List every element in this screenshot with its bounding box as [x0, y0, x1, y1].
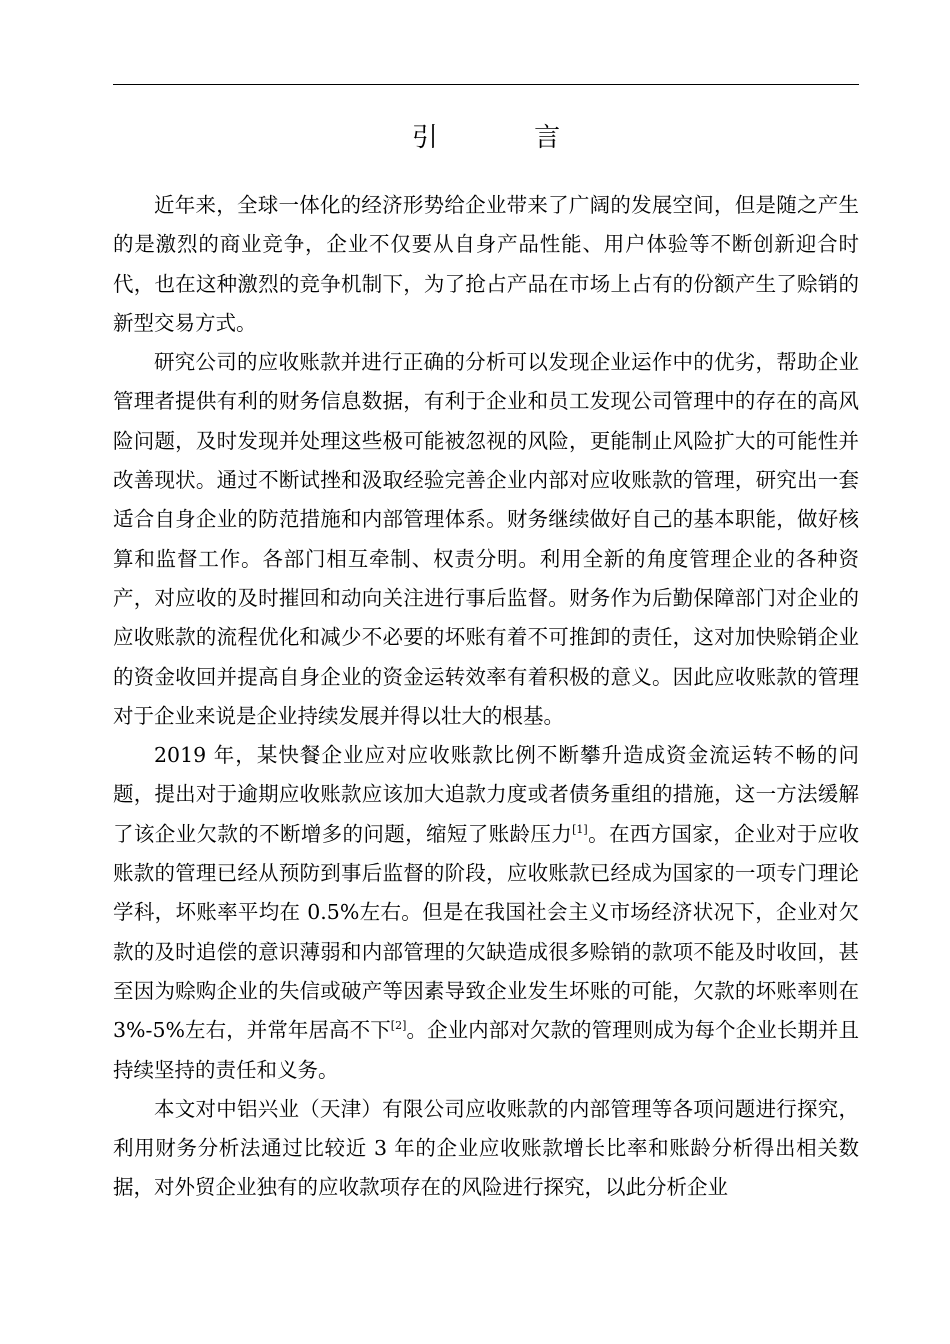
- paragraph-3: [113, 736, 859, 1090]
- header-rule: [113, 84, 859, 85]
- paragraph-3-text-2: 。在西方国家，企业对于应收账款的管理已经从预防到事后监督的阶段，应收账款已经成为国家的一项专门理论学科，坏账率平均在 0.5%左右。但是在我国社会主义市场经济状况下，企业对欠款的及时追偿的意识薄弱和内部管理的欠缺造成很多赊销的款项不能及时收回，甚至因为赊购企业的失信或破产等因素导致企业发生坏账的可能，欠款的坏账率则在 3%-5%左右，并常年居高不下: [113, 821, 860, 1043]
- paragraph-4: 本文对中铝兴业（天津）有限公司应收账款的内部管理等各项问题进行探究，利用财务分析法通过比较近 3 年的企业应收账款增长比率和账龄分析得出相关数据，对外贸企业独有的应收款项存在的风险进行探究，以此分析企业: [113, 1096, 859, 1200]
- paragraph-2: 研究公司的应收账款并进行正确的分析可以发现企业运作中的优劣，帮助企业管理者提供有利的财务信息数据，有利于企业和员工发现公司管理中的存在的高风险问题，及时发现并处理这些极可能被忽视的风险，更能制止风险扩大的可能性并改善现状。通过不断试挫和汲取经验完善企业内部对应收账款的管理，研究出一套适合自身企业的防范措施和内部管理体系。财务继续做好自己的基本职能，做好核算和监督工作。各部门相互牵制、权责分明。利用全新的角度管理企业的各种资产，对应收的及时摧回和动向关注进行事后监督。财务作为后勤保障部门对企业的应收账款的流程优化和减少不必要的坏账有着不可推卸的责任，这对加快赊销企业的资金收回并提高自身企业的资金运转效率有着积极的意义。因此应收账款的管理对于企业来说是企业持续发展并得以壮大的根基。: [113, 350, 859, 728]
- citation-1: [1]: [572, 822, 588, 836]
- paragraph-1: 近年来，全球一体化的经济形势给企业带来了广阔的发展空间，但是随之产生的是激烈的商业竞争，企业不仅要从自身产品性能、用户体验等不断创新迎合时代，也在这种激烈的竞争机制下，为了抢占产品在市场上占有的份额产生了赊销的新型交易方式。: [113, 193, 859, 335]
- paragraph-3-text-3: 。企业内部对欠款的管理则成为每个企业长期并且持续坚持的责任和义务。: [113, 1018, 859, 1082]
- citation-2: [2]: [390, 1019, 407, 1033]
- section-title: 引 言: [411, 123, 605, 153]
- paragraph-3-text-1: 2019 年，某快餐企业应对应收账款比例不断攀升造成资金流运转不畅的问题，提出对于逾期应收账款应该加大追款力度或者债务重组的措施，这一方法缓解了该企业欠款的不断增多的问题，缩短了账龄压力: [113, 743, 859, 846]
- body-text: [113, 186, 859, 1208]
